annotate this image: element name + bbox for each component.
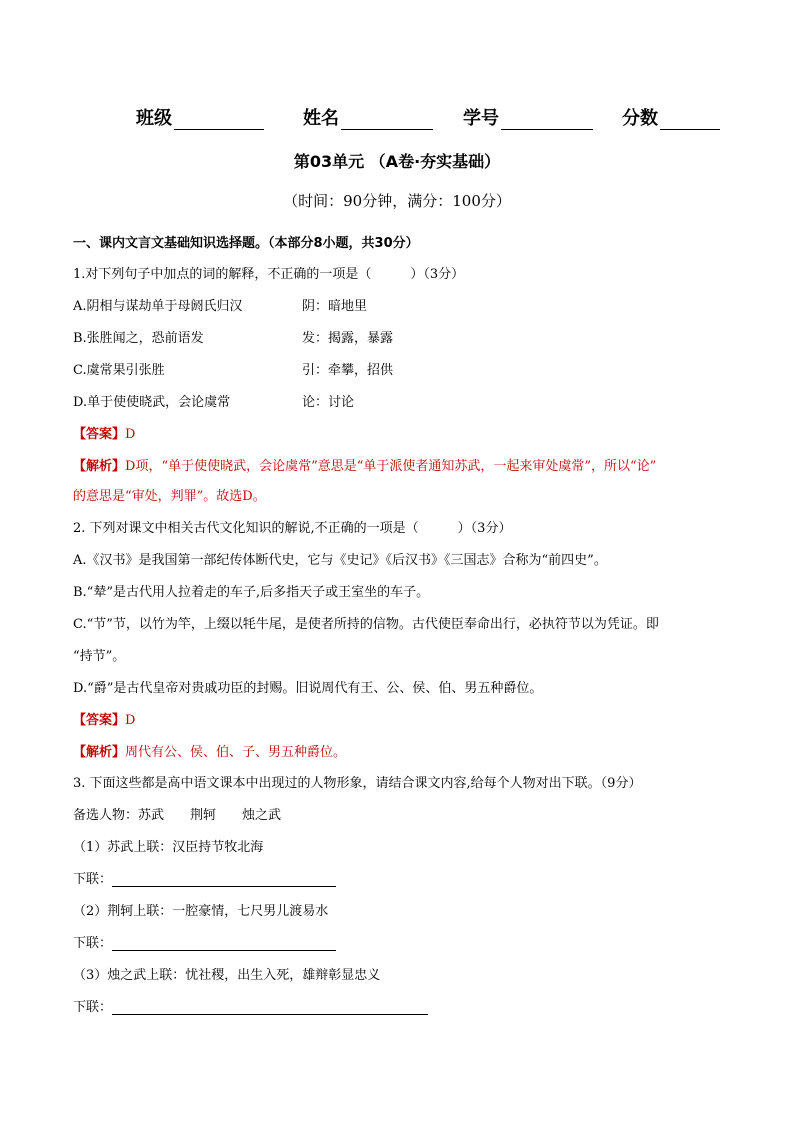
q1-option-b-gloss: 发：揭露，暴露 [302,331,394,346]
answer-tag: 【答案】 [73,713,126,728]
question-3-stem: 3. 下面这些都是高中语文课本中出现过的人物形象，请结合课文内容,给每个人物对出下联。（9分） [73,776,642,791]
q2-option-a: A.《汉书》是我国第一部纪传体断代史，它与《史记》《后汉书》《三国志》合称为“前四史”。 [73,553,607,568]
q1-option-c-gloss: 引：牵攀，招供 [302,363,394,378]
score-label: 分数 [622,108,658,129]
analysis-text: 周代有公、侯、伯、子、男五种爵位。 [125,745,347,760]
q2-option-d: D.“爵”是古代皇帝对贵戚功臣的封赐。旧说周代有王、公、侯、伯、男五种爵位。 [73,681,543,696]
answer-line-label: 下联： [73,1000,113,1015]
q3-part-3-answer [73,996,428,1015]
class-blank[interactable] [174,109,264,130]
q3-part-2-answer [73,932,336,951]
q3-part-1-answer [73,868,336,887]
q3-candidates: 备选人物：苏武 荆轲 烛之武 [73,808,282,823]
class-label: 班级 [136,108,172,129]
q1-option-a: A.阴相与谋劫单于母阏氏归汉 [73,299,243,314]
score-blank[interactable] [660,109,720,130]
q3-part-1-prompt: （1）苏武上联：汉臣持节牧北海 [73,840,264,855]
page-title: 第03单元 （A卷·夯实基础） [293,152,501,171]
q1-analysis-line-1 [73,455,656,474]
q1-option-a-gloss: 阴：暗地里 [302,299,368,314]
answer-tag: 【答案】 [73,427,126,442]
page-subtitle: （时间：90分钟，满分：100分） [283,192,511,210]
answer-blank[interactable] [112,1000,428,1015]
analysis-text: D项，“单于使使晓武，会论虞常”意思是“单于派使者通知苏武，一起来审处虞常”，所以“论” [125,459,657,474]
q2-option-b: B.“辇”是古代用人拉着走的车子,后多指天子或王室坐的车子。 [73,585,430,600]
question-1-stem: 1.对下列句子中加点的词的解释，不正确的一项是（ ）（3分） [73,267,465,282]
analysis-tag: 【解析】 [73,459,126,474]
q1-answer [73,423,135,442]
student-id-blank[interactable] [501,109,593,130]
section-heading: 一、课内文言文基础知识选择题。（本部分8小题，共30分） [73,236,419,251]
answer-line-label: 下联： [73,936,113,951]
q2-option-c-line-2: “持节”。 [73,649,126,664]
q1-analysis-line-2: 的意思是“审处，判罪”。故选D。 [73,489,266,504]
q1-option-c: C.虞常果引张胜 [73,363,165,378]
question-2-stem: 2. 下列对课文中相关古代文化知识的解说,不正确的一项是（ ）（3分） [73,521,512,536]
name-field [303,104,433,130]
q2-answer [73,709,135,728]
answer-value: D [125,427,136,442]
q3-part-2-prompt: （2）荆轲上联：一腔豪情，七尺男儿渡易水 [73,904,329,919]
answer-blank[interactable] [112,872,336,887]
answer-value: D [125,713,136,728]
q3-part-3-prompt: （3）烛之武上联：忧社稷，出生入死，雄辩彰显忠义 [73,968,381,983]
student-id-field [463,104,593,130]
student-id-label: 学号 [463,108,499,129]
answer-blank[interactable] [112,936,336,951]
name-blank[interactable] [341,109,433,130]
q1-option-d-gloss: 论：讨论 [302,395,355,410]
answer-line-label: 下联： [73,872,113,887]
q2-analysis [73,741,346,760]
name-label: 姓名 [303,108,339,129]
analysis-tag: 【解析】 [73,745,126,760]
class-field [136,104,264,130]
q1-option-b: B.张胜闻之，恐前语发 [73,331,204,346]
q1-option-d: D.单于使使晓武，会论虞常 [73,395,231,410]
score-field [622,104,720,130]
q2-option-c-line-1: C.“节”节，以竹为竿，上缀以牦牛尾，是使者所持的信物。古代使臣奉命出行，必执符节以为凭证。即 [73,617,659,632]
